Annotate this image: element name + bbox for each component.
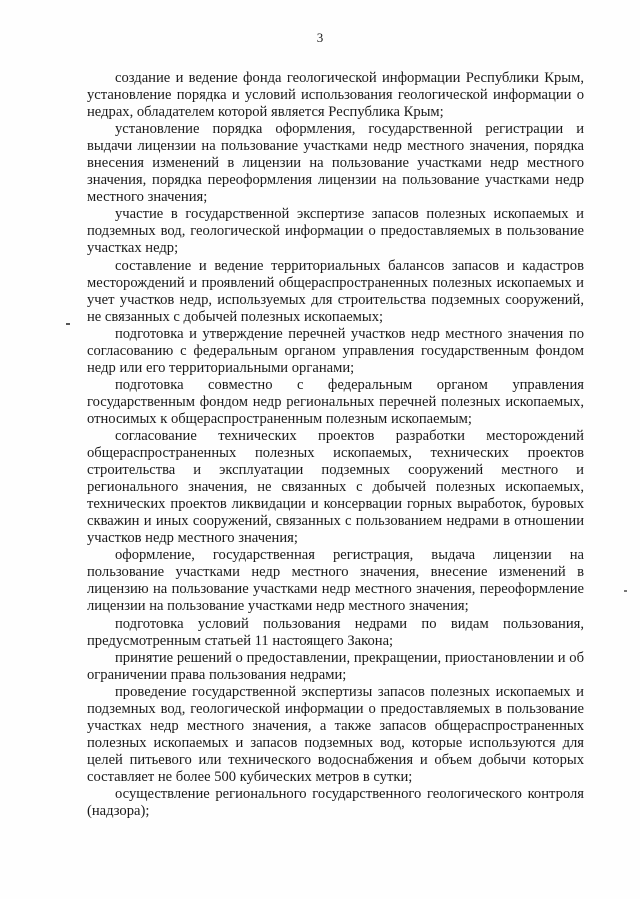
paragraph-subsoil-lists: подготовка и утверждение перечней участков недр местного значения по согласованию с федеральным органом управления государственным фондом недр или его территориальными органами; bbox=[87, 325, 584, 376]
paragraph-geological-fund: создание и ведение фонда геологической информации Республики Крым, установление порядка и условий использования геологической информации о недрах, обладателем которой является Республика Крым; bbox=[87, 70, 584, 121]
paragraph-state-expertise-participation: участие в государственной экспертизе запасов полезных ископаемых и подземных вод, геологической информации о предоставляемых в пользование участках недр; bbox=[87, 206, 584, 257]
paragraph-license-registration: оформление, государственная регистрация, выдача лицензии на пользование участками недр местного значения, внесение изменений в лицензию на пользование участками недр местного значения, переоформление лицензии на пользование участками недр местного значения; bbox=[87, 547, 584, 615]
edge-scan-mark bbox=[624, 590, 627, 592]
paragraph-geological-control: осуществление регионального государственного геологического контроля (надзора); bbox=[87, 785, 584, 820]
document-body bbox=[87, 70, 584, 820]
paragraph-regional-lists: подготовка совместно с федеральным органом управления государственным фондом недр региональных перечней полезных ископаемых, относимых к общераспространенным полезным ископаемым; bbox=[87, 376, 584, 427]
paragraph-license-procedure: установление порядка оформления, государственной регистрации и выдачи лицензии на пользование участками недр местного значения, порядка внесения изменений в лицензии на пользование участками недр местного значения, порядка переоформления лицензии на пользование участками недр местного значения; bbox=[87, 121, 584, 206]
paragraph-project-approval: согласование технических проектов разработки месторождений общераспространенных полезных ископаемых, технических проектов строительства и эксплуатации подземных сооружений местного и регионального значения, не связанных с добычей полезных ископаемых, технических проектов ликвидации и консервации горных выработок, буровых скважин и иных сооружений, связанных с пользованием недрами в отношении участков недр местного значения; bbox=[87, 427, 584, 547]
page-number: 3 bbox=[316, 30, 324, 45]
paragraph-territorial-balances: составление и ведение территориальных балансов запасов и кадастров месторождений и проявлений общераспространенных полезных ископаемых и учет участков недр, используемых для строительства подземных сооружений, не связанных с добычей полезных ископаемых; bbox=[87, 257, 584, 325]
paragraph-usage-decisions: принятие решений о предоставлении, прекращении, приостановлении и об ограничении права пользования недрами; bbox=[87, 649, 584, 683]
paragraph-usage-conditions: подготовка условий пользования недрами по видам пользования, предусмотренным статьей 11 настоящего Закона; bbox=[87, 615, 584, 649]
margin-dash-mark bbox=[66, 323, 70, 325]
paragraph-state-expertise: проведение государственной экспертизы запасов полезных ископаемых и подземных вод, геологической информации о предоставляемых в пользование участках недр местного значения, а также запасов общераспространенных полезных ископаемых и запасов подземных вод, которые используются для целей питьевого или технического водоснабжения и объем добычи которых составляет не более 500 кубических метров в сутки; bbox=[87, 683, 584, 785]
